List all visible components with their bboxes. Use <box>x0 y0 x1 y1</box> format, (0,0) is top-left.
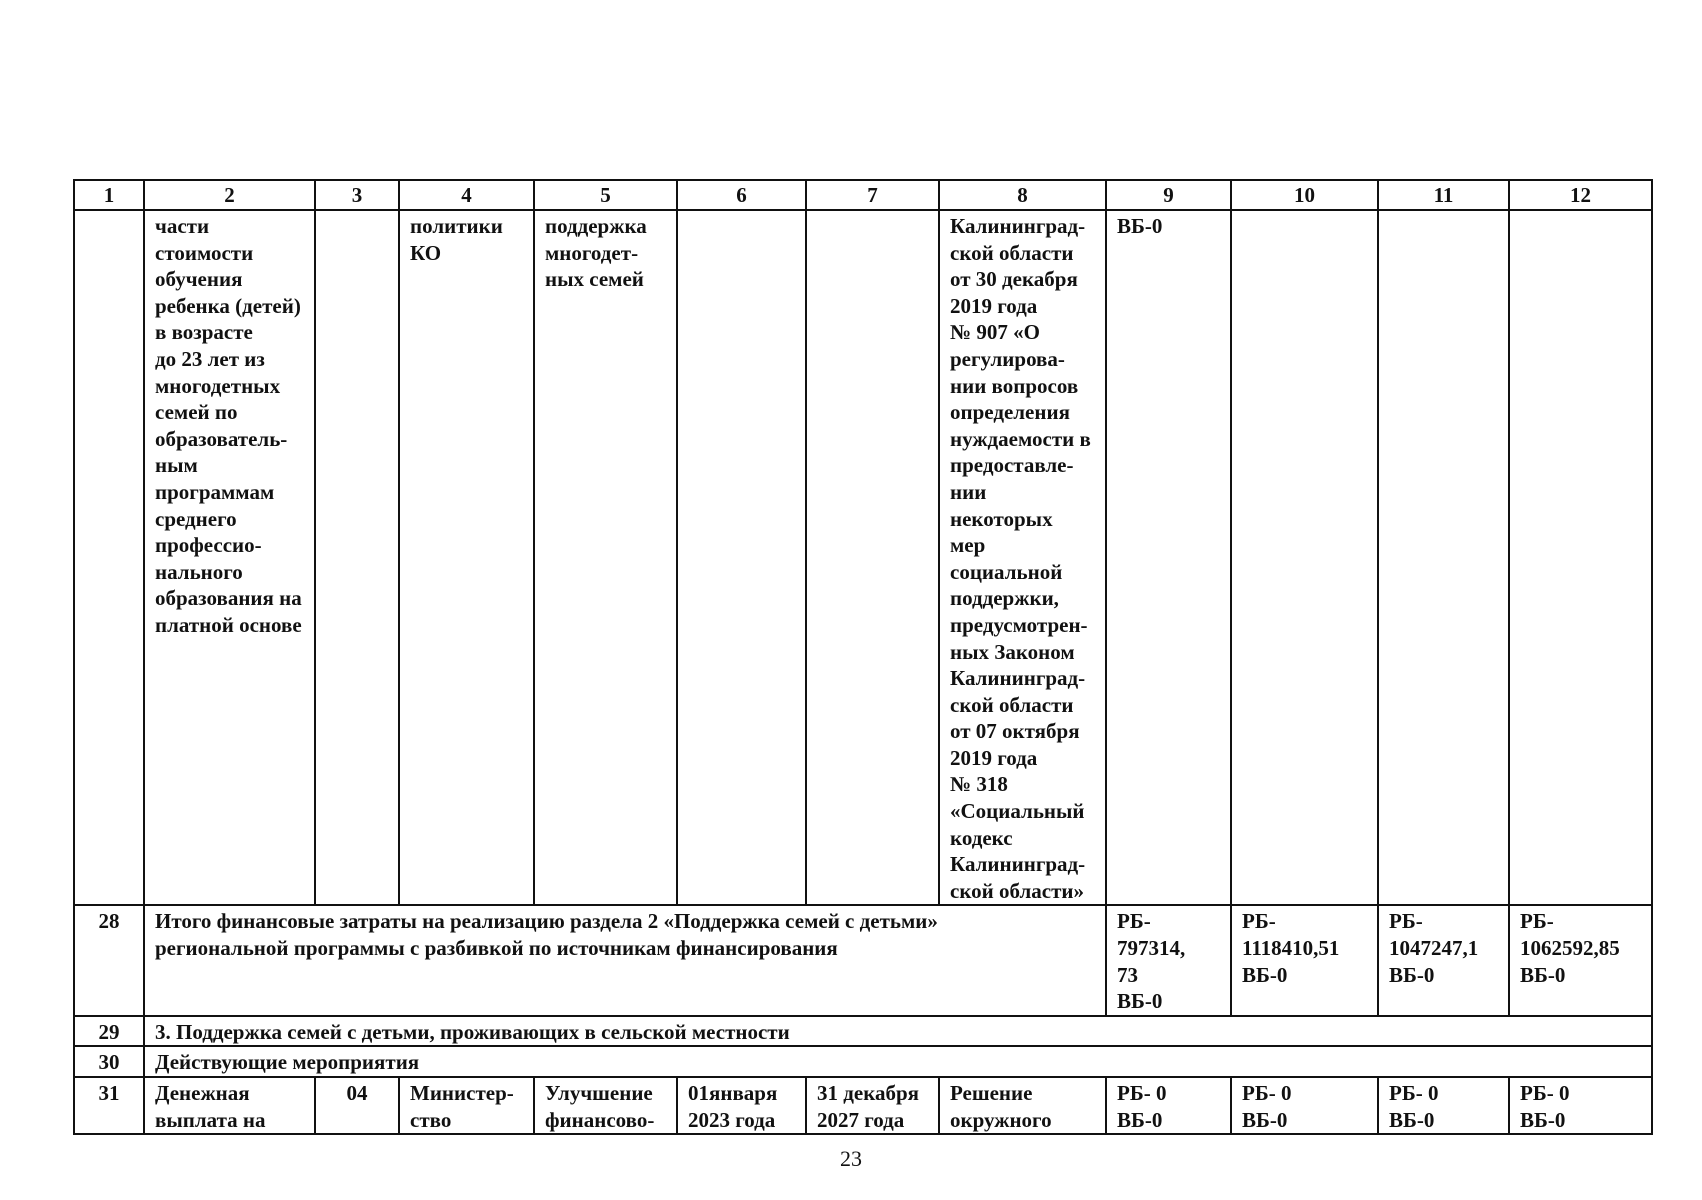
total-funding-2026: РБ- 1047247,1 ВБ-0 <box>1378 905 1509 1015</box>
column-number: 12 <box>1509 180 1652 210</box>
cell-code <box>315 210 399 905</box>
cell-responsible: Министер- ство <box>399 1077 534 1134</box>
cell-end-date: 31 декабря 2027 года <box>806 1077 939 1134</box>
row-number: 30 <box>74 1046 144 1077</box>
cell-code: 04 <box>315 1077 399 1134</box>
column-number: 9 <box>1106 180 1231 210</box>
section-heading: 3. Поддержка семей с детьми, проживающих в сельской местности <box>144 1016 1652 1047</box>
column-number: 8 <box>939 180 1106 210</box>
total-label: Итого финансовые затраты на реализацию раздела 2 «Поддержка семей с детьми» региональной программы с разбивкой по источникам финансирования <box>144 905 1106 1015</box>
column-number: 11 <box>1378 180 1509 210</box>
column-number: 1 <box>74 180 144 210</box>
cell-expected-result: поддержка многодет- ных семей <box>534 210 677 905</box>
cell-start-date: 01января 2023 года <box>677 1077 806 1134</box>
total-funding-2027: РБ- 1062592,85 ВБ-0 <box>1509 905 1652 1015</box>
total-funding-2025: РБ- 1118410,51 ВБ-0 <box>1231 905 1378 1015</box>
column-number: 6 <box>677 180 806 210</box>
cell-funding-2026 <box>1378 210 1509 905</box>
column-number: 10 <box>1231 180 1378 210</box>
cell-expected-result: Улучшение финансово- <box>534 1077 677 1134</box>
cell-row-number <box>74 210 144 905</box>
column-number: 5 <box>534 180 677 210</box>
row-number: 29 <box>74 1016 144 1047</box>
cell-start-date <box>677 210 806 905</box>
row-number: 28 <box>74 905 144 1015</box>
measure-row <box>74 1077 1652 1134</box>
cell-funding-2024: РБ- 0 ВБ-0 <box>1106 1077 1231 1134</box>
page-number: 23 <box>840 1146 862 1171</box>
cell-funding-2024: ВБ-0 <box>1106 210 1231 905</box>
column-number: 7 <box>806 180 939 210</box>
row-number: 31 <box>74 1077 144 1134</box>
subheading-row <box>74 1046 1652 1077</box>
total-row <box>74 905 1652 1015</box>
cell-end-date <box>806 210 939 905</box>
program-table <box>73 179 1653 1135</box>
subsection-heading: Действующие мероприятия <box>144 1046 1652 1077</box>
total-funding-2024: РБ- 797314, 73 ВБ-0 <box>1106 905 1231 1015</box>
column-number: 2 <box>144 180 315 210</box>
cell-legal-basis: Решение окружного <box>939 1077 1106 1134</box>
cell-legal-basis: Калининград- ской области от 30 декабря 2019 года № 907 «О регулирова- нии вопросов определения нуждаемости в предоставле- нии некоторых мер социальной поддержки, предусмотрен- ных Законом Калининград- ской области от 07 октября 2019 года № 318 «Социальный кодекс Калининград- ской области» <box>939 210 1106 905</box>
cell-funding-2025: РБ- 0 ВБ-0 <box>1231 1077 1378 1134</box>
column-number: 4 <box>399 180 534 210</box>
cell-measure-name: части стоимости обучения ребенка (детей) в возрасте до 23 лет из многодетных семей по образователь- ным программам среднего профессио- нального образования на платной основе <box>144 210 315 905</box>
column-number: 3 <box>315 180 399 210</box>
cell-measure-name: Денежная выплата на <box>144 1077 315 1134</box>
column-number-row <box>74 180 1652 210</box>
section-heading-row <box>74 1016 1652 1047</box>
cell-responsible: политики КО <box>399 210 534 905</box>
cell-funding-2027: РБ- 0 ВБ-0 <box>1509 1077 1652 1134</box>
cell-funding-2025 <box>1231 210 1378 905</box>
cell-funding-2026: РБ- 0 ВБ-0 <box>1378 1077 1509 1134</box>
cell-funding-2027 <box>1509 210 1652 905</box>
continuation-row <box>74 210 1652 905</box>
